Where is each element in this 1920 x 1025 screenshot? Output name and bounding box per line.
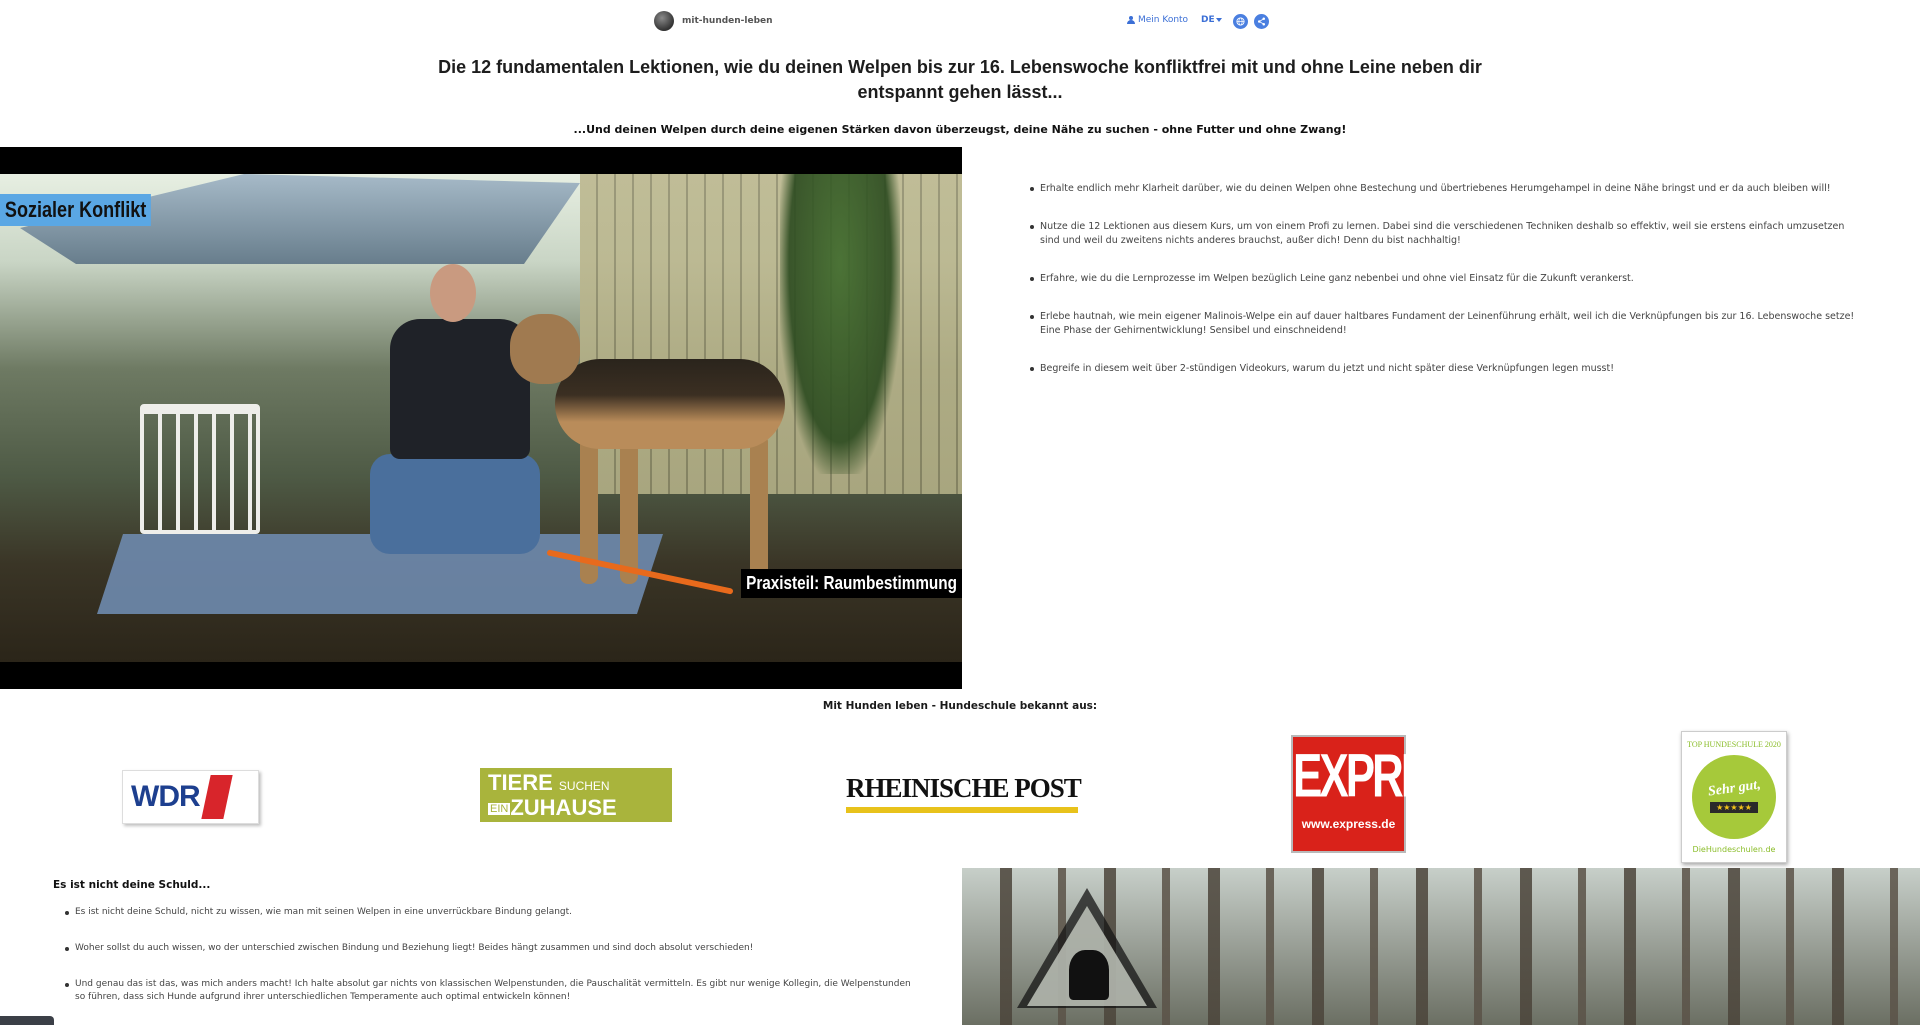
section-title: Es ist nicht deine Schuld... [53, 879, 211, 891]
brand-name: mit-hunden-leben [682, 16, 773, 26]
press-title: Mit Hunden leben - Hundeschule bekannt aus: [822, 700, 1098, 712]
page-subheadline: ...Und deinen Welpen durch deine eigenen Stärken davon überzeugst, deine Nähe zu suchen - ohne Futter und ohne Zwang! [573, 123, 1347, 136]
video-scene-chair [140, 404, 260, 534]
list-item: Nutze die 12 Lektionen aus diesem Kurs, um von einem Profi zu lernen. Dabei sind die verschiedenen Techniken deshalb so effektiv, weil sie erstens einfach umzusetzen sind und weil du zweitens nichts anderes brauchst, außer dich! Denn du bist nachhaltig! [1030, 220, 1860, 248]
award-seal: Sehr gut, ★★★★★ [1692, 755, 1776, 839]
share-icon[interactable] [1254, 14, 1269, 29]
express-logo: EXPRESS www.express.de [1291, 735, 1406, 853]
list-item: Und genau das ist das, was mich anders macht! Ich halte absolut gar nichts von klassischen Welpenstunden, die Pauschalität vermitteln. Es gibt nur wenige Kollegin, die Welpenstunden so führen, dass sich Hunde aufgrund ihrer unterschiedlichen Temperamente auch optimal entwickeln können! [65, 978, 915, 1004]
video-caption-topic: Sozialer Konflikt [0, 194, 151, 226]
list-item: Begreife in diesem weit über 2-stündigen Videokurs, warum du jetzt und nicht später diese Verknüpfungen legen musst! [1030, 362, 1860, 376]
tiere-suchen-ein-zuhause-logo: TIERE SUCHEN EINZUHAUSE [480, 768, 672, 822]
language-dropdown[interactable] [1201, 15, 1222, 25]
course-video-player[interactable] [0, 147, 962, 689]
star-rating: ★★★★★ [1710, 802, 1758, 813]
list-item: Woher sollst du auch wissen, wo der unterschied zwischen Bindung und Beziehung liegt! Beides hängt zusammen und sind doch absolut verschieden! [65, 942, 915, 955]
language-label: DE [1201, 15, 1215, 25]
list-item: Es ist nicht deine Schuld, nicht zu wissen, wie man mit seinen Welpen in eine unverrückbare Bindung gelangt. [65, 906, 915, 919]
my-account-label: Mein Konto [1138, 15, 1189, 25]
top-navigation [0, 0, 1920, 44]
brand-avatar [654, 11, 674, 31]
corner-widget-tab[interactable] [0, 1016, 54, 1025]
wdr-logo: WDR [122, 770, 259, 824]
list-item: Erlebe hautnah, wie mein eigener Malinois-Welpe ein auf dauer haltbares Fundament der Leinenführung erhält, weil ich die Verknüpfungen bis zur 16. Lebenswoche setze! Eine Phase der Gehirnentwicklung! Sensibel und einschneidend! [1030, 310, 1860, 338]
video-scene-dog [510, 314, 810, 474]
globe-icon[interactable] [1233, 14, 1248, 29]
schuld-list [65, 906, 915, 1025]
video-frame [0, 174, 962, 662]
top-hundeschule-award-logo: TOP HUNDESCHULE 2020 Sehr gut, ★★★★★ DieHundeschulen.de [1681, 731, 1787, 863]
my-account-link[interactable] [1127, 15, 1188, 25]
page-headline: Die 12 fundamentalen Lektionen, wie du deinen Welpen bis zur 16. Lebenswoche konfliktfrei mit und ohne Leine neben dir entspannt gehen lässt... [438, 57, 1482, 102]
caret-down-icon [1216, 18, 1222, 22]
video-caption-part: Praxisteil: Raumbestimmung [741, 569, 962, 598]
rheinische-post-logo: RHEINISCHE POST [846, 773, 1078, 813]
brand-link[interactable] [654, 11, 773, 31]
forest-video-player[interactable] [962, 868, 1920, 1025]
list-item: Erhalte endlich mehr Klarheit darüber, wie du deinen Welpen ohne Bestechung und übertriebenes Herumgehampel in deine Nähe bringst und er da auch bleiben will! [1030, 182, 1860, 196]
benefits-list [1030, 182, 1860, 400]
user-icon [1127, 16, 1135, 24]
watermark-dog-silhouette [1069, 950, 1109, 1000]
list-item: Erfahre, wie du die Lernprozesse im Welpen bezüglich Leine ganz nebenbei und ohne viel Einsatz für die Zukunft verankerst. [1030, 272, 1860, 286]
